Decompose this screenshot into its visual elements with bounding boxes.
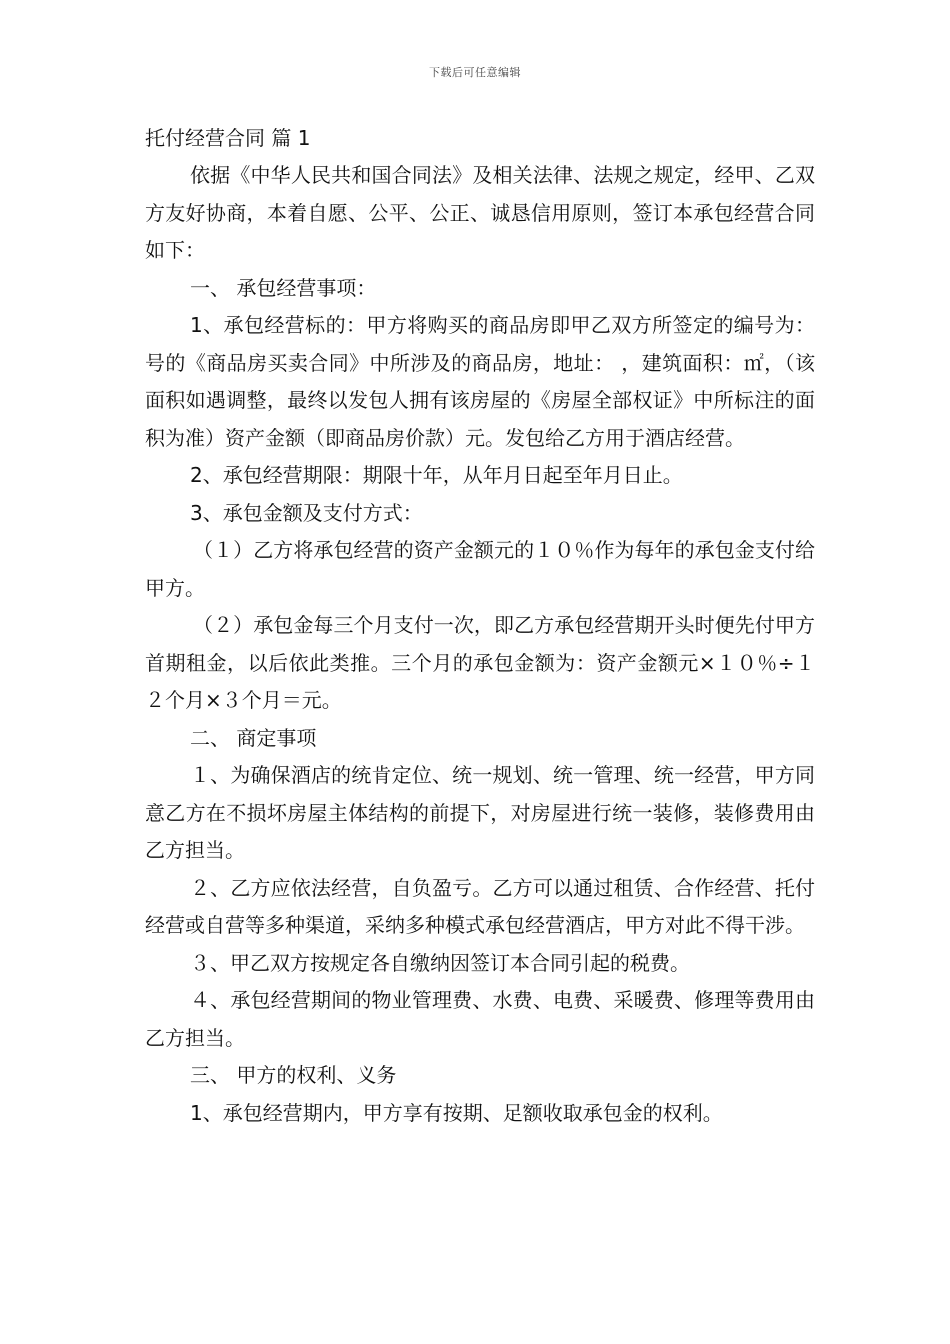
paragraph-clause-3-1: 1、承包经营期内，甲方享有按期、足额收取承包金的权利。 <box>190 1100 723 1125</box>
paragraph-clause-2-3: ３、甲乙双方按规定各自缴纳因签订本合同引起的税费。 <box>190 950 690 975</box>
section-heading-1: 一、 承包经营事项： <box>190 275 377 300</box>
paragraph-clause-2-2: ２、乙方应依法经营，自负盈亏。乙方可以通过租赁、合作经营、托付经营或自营等多种渠道，采纳多种模式承包经营酒店，甲方对此不得干涉。 <box>145 875 815 937</box>
section-heading-3: 三、 甲方的权利、义务 <box>190 1063 397 1087</box>
paragraph-subclause-2: （２）承包金每三个月支付一次，即乙方承包经营期开头时便先付甲方首期租金，以后依此类推。三个月的承包金额为：资产金额元×１０％÷１２个月×３个月＝元。 <box>145 613 815 712</box>
paragraph-clause-2-1: １、为确保酒店的统肯定位、统一规划、统一管理、统一经营，甲方同意乙方在不损坏房屋主体结构的前提下，对房屋进行统一装修，装修费用由乙方担当。 <box>145 763 815 862</box>
paragraph-clause-1-1: 1、承包经营标的：甲方将购买的商品房即甲乙双方所签定的编号为： 号的《商品房买卖合同》中所涉及的商品房，地址： ，建筑面积：㎡，（该面积如遇调整，最终以发包人拥有该房屋的《房屋全部权证》中所标注的面积为准）资产金额（即商品房价款）元。发包给乙方用于酒店经营。 <box>145 313 815 450</box>
paragraph-subclause-1: （１）乙方将承包经营的资产金额元的１０％作为每年的承包金支付给甲方。 <box>145 538 815 600</box>
paragraph-preamble: 依据《中华人民共和国合同法》及相关法律、法规之规定，经甲、乙双方友好协商，本着自愿、公平、公正、诚恳信用原则，签订本承包经营合同如下： <box>145 163 815 262</box>
section-heading-2: 二、 商定事项 <box>190 725 317 750</box>
header-note: 下载后可任意编辑 <box>429 66 521 79</box>
document-body <box>145 157 815 1132</box>
paragraph-clause-1-3: 3、承包金额及支付方式： <box>190 500 423 525</box>
paragraph-clause-1-2: 2、承包经营期限：期限十年，从年月日起至年月日止。 <box>190 463 683 487</box>
document-title: 托付经营合同 篇 1 <box>145 126 311 150</box>
paragraph-clause-2-4: ４、承包经营期间的物业管理费、水费、电费、采暖费、修理等费用由乙方担当。 <box>145 988 815 1050</box>
